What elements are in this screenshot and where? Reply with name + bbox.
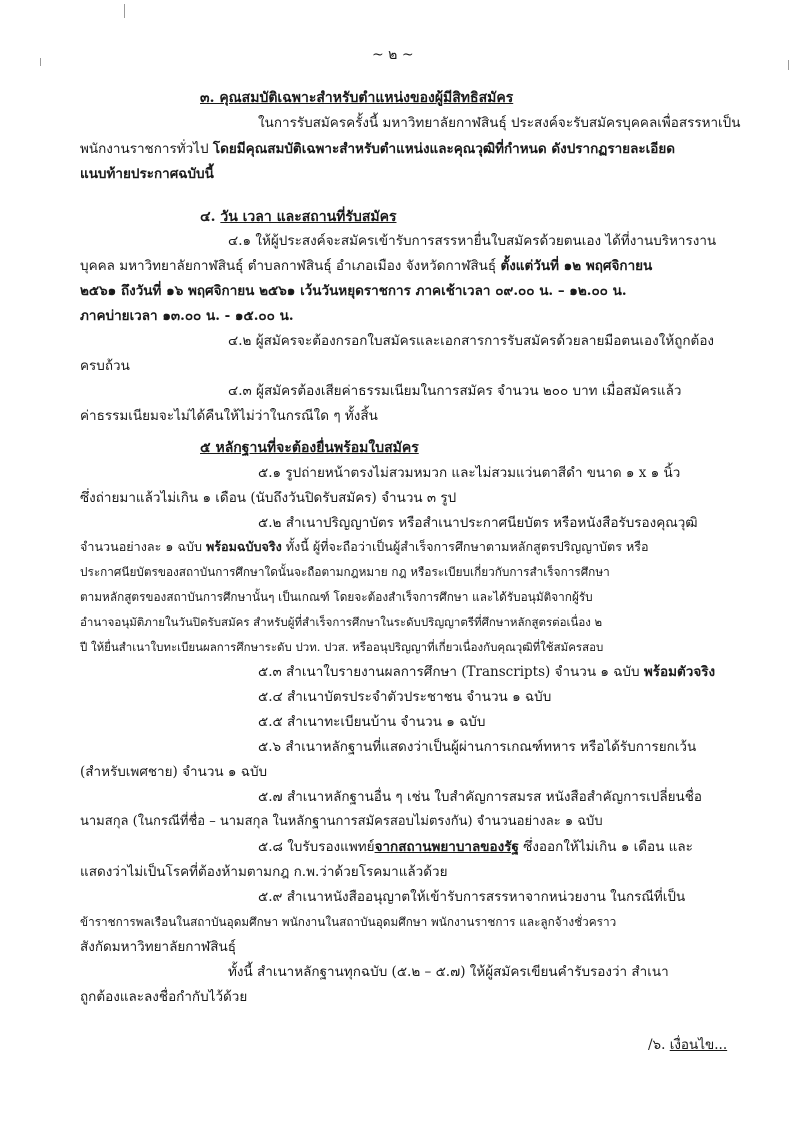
section-5-2-line-6: ปี ให้ยื่นสำเนาใบทะเบียนผลการศึกษาระดับ ปวท. ปวส. หรืออนุปริญญาที่เกี่ยวเนื่องกับคุณวุฒิที่ใช้สมัครสอบ [80,640,604,654]
section-5-9-line-2: ข้าราชการพลเรือนในสถาบันอุดมศึกษา พนักงานในสถาบันอุดมศึกษา พนักงานราชการ และลูกจ้างชั่วคราว [80,915,617,929]
page-number: ~ ๒ ~ [372,47,414,63]
section-5-2-line-2 [80,536,649,558]
section-5-1-line-1: ๕.๑ รูปถ่ายหน้าตรงไม่สวมหมวก และไม่สวมแว่นตาสีดำ ขนาด ๑ x ๑ นิ้ว [258,465,681,481]
section-4-heading [200,206,396,228]
section-5-heading: ๕ หลักฐานที่จะต้องยื่นพร้อมใบสมัคร [200,440,419,456]
section-5-2-line-5: อำนาจอนุมัติภายในวันปิดรับสมัคร สำหรับผู้ที่สำเร็จการศึกษาในระดับปริญญาตรีที่ศึกษาหลักสูตรต่อเนื่อง ๒ [80,615,603,629]
scan-mark-top [124,4,125,18]
section-5-2-line-1: ๕.๒ สำเนาปริญญาบัตร หรือสำเนาประกาศนียบัตร หรือหนังสือรับรองคุณวุฒิ [258,515,698,531]
section-3-line-3: แนบท้ายประกาศฉบับนี้ [80,166,214,182]
section-3-line-2-a: พนักงานราชการทั่วไป [80,141,213,157]
section-5-8-text-b: จากสถานพยาบาลของรัฐ [374,839,519,855]
section-5-8-text-c: ซึ่งออกให้ไม่เกิน ๑ เดือน และ [518,839,693,855]
section-4-2-line-2: ครบถ้วน [80,358,130,374]
section-5-7-line-1: ๕.๗ สำเนาหลักฐานอื่น ๆ เช่น ใบสำคัญการสมรส หนังสือสำคัญการเปลี่ยนชื่อ [258,789,702,805]
section-4-2-line-1: ๔.๒ ผู้สมัครจะต้องกรอกใบสมัครและเอกสารการรับสมัครด้วยลายมือตนเองให้ถูกต้อง [228,333,715,349]
continuation-note [648,1034,727,1056]
section-4-1-line-2 [80,255,652,277]
section-5-2-line-2-a: จำนวนอย่างละ ๑ ฉบับ [80,539,206,554]
section-5-3-line [258,661,715,683]
scan-mark-right [788,60,789,70]
continuation-text: เงื่อนไข... [669,1037,728,1053]
section-5-note-line-1: ทั้งนี้ สำเนาหลักฐานทุกฉบับ (๕.๒ – ๕.๗) ให้ผู้สมัครเขียนคำรับรองว่า สำเนา [228,964,669,980]
section-4-heading-text: วัน เวลา และสถานที่รับสมัคร [220,209,397,225]
section-5-6-line-1: ๕.๖ สำเนาหลักฐานที่แสดงว่าเป็นผู้ผ่านการเกณฑ์ทหาร หรือได้รับการยกเว้น [258,739,697,755]
scan-mark-left [40,58,41,66]
section-3-line-2 [80,138,675,160]
section-5-9-line-3: สังกัดมหาวิทยาลัยกาฬสินธุ์ [80,939,236,955]
section-5-9-line-1: ๕.๙ สำเนาหนังสืออนุญาตให้เข้ารับการสรรหาจากหน่วยงาน ในกรณีที่เป็น [258,889,686,905]
section-4-heading-num: ๔. [200,209,221,225]
section-5-4-line: ๕.๔ สำเนาบัตรประจำตัวประชาชน จำนวน ๑ ฉบับ [258,689,552,705]
section-4-1-line-1: ๔.๑ ให้ผู้ประสงค์จะสมัครเข้ารับการสรรหายื่นใบสมัครด้วยตนเอง ได้ที่งานบริหารงาน [228,233,717,249]
section-4-1-line-4: ภาคบ่ายเวลา ๑๓.๐๐ น. - ๑๕.๐๐ น. [80,308,294,324]
continuation-page-ref: /๖. [648,1037,670,1053]
section-4-3-line-1: ๔.๓ ผู้สมัครต้องเสียค่าธรรมเนียมในการสมัคร จำนวน ๒๐๐ บาท เมื่อสมัครแล้ว [228,383,682,399]
section-4-1-line-3: ๒๕๖๑ ถึงวันที่ ๑๖ พฤศจิกายน ๒๕๖๑ เว้นวันหยุดราชการ ภาคเช้าเวลา ๐๙.๐๐ น. – ๑๒.๐๐ น. [80,283,627,299]
section-5-note-line-2: ถูกต้องและลงชื่อกำกับไว้ด้วย [80,989,248,1005]
section-5-5-line: ๕.๕ สำเนาทะเบียนบ้าน จำนวน ๑ ฉบับ [258,714,486,730]
section-3-heading: ๓. คุณสมบัติเฉพาะสำหรับตำแหน่งของผู้มีสิทธิสมัคร [200,90,514,106]
section-5-3-text: ๕.๓ สำเนาใบรายงานผลการศึกษา (Transcripts) จำนวน ๑ ฉบับ [258,664,644,680]
section-4-3-line-2: ค่าธรรมเนียมจะไม่ได้คืนให้ไม่ว่าในกรณีใด ๆ ทั้งสิ้น [80,408,378,424]
section-4-1-line-2-b: ตั้งแต่วันที่ ๑๒ พฤศจิกายน [500,258,653,274]
section-5-2-line-3: ประกาศนียบัตรของสถาบันการศึกษาใดนั้นจะถือตามกฎหมาย กฎ หรือระเบียบเกี่ยวกับการสำเร็จการศึกษา [80,565,610,579]
section-5-8-line-1 [258,836,693,858]
section-5-7-line-2: นามสกุล (ในกรณีที่ชื่อ – นามสกุล ในหลักฐานการสมัครสอบไม่ตรงกัน) จำนวนอย่างละ ๑ ฉบับ [80,814,603,829]
section-3-line-2-b: โดยมีคุณสมบัติเฉพาะสำหรับตำแหน่งและคุณวุฒิที่กำหนด ดังปรากฏรายละเอียด [212,141,676,157]
section-5-8-line-2: แสดงว่าไม่เป็นโรคที่ต้องห้ามตามกฎ ก.พ.ว่าด้วยโรคมาแล้วด้วย [80,864,448,880]
section-5-2-line-2-b: พร้อมฉบับจริง [205,539,282,554]
section-5-2-line-4: ตามหลักสูตรของสถาบันการศึกษานั้นๆ เป็นเกณฑ์ โดยจะต้องสำเร็จการศึกษา และได้รับอนุมัติจากผู้รับ [80,590,593,604]
section-5-2-line-2-c: ทั้งนี้ ผู้ที่จะถือว่าเป็นผู้สำเร็จการศึกษาตามหลักสูตรปริญญาบัตร หรือ [281,539,649,554]
section-4-1-line-2-a: บุคคล มหาวิทยาลัยกาฬสินธุ์ ตำบลกาฬสินธุ์ อำเภอเมือง จังหวัดกาฬสินธุ์ [80,258,501,274]
section-5-6-line-2: (สำหรับเพศชาย) จำนวน ๑ ฉบับ [80,764,268,780]
section-3-line-1: ในการรับสมัครครั้งนี้ มหาวิทยาลัยกาฬสินธุ์ ประสงค์จะรับสมัครบุคคลเพื่อสรรหาเป็น [258,115,741,131]
section-5-3-bold: พร้อมตัวจริง [643,664,716,680]
section-5-1-line-2: ซึ่งถ่ายมาแล้วไม่เกิน ๑ เดือน (นับถึงวันปิดรับสมัคร) จำนวน ๓ รูป [80,490,457,506]
section-5-8-text-a: ๕.๘ ใบรับรองแพทย์ [258,839,375,855]
